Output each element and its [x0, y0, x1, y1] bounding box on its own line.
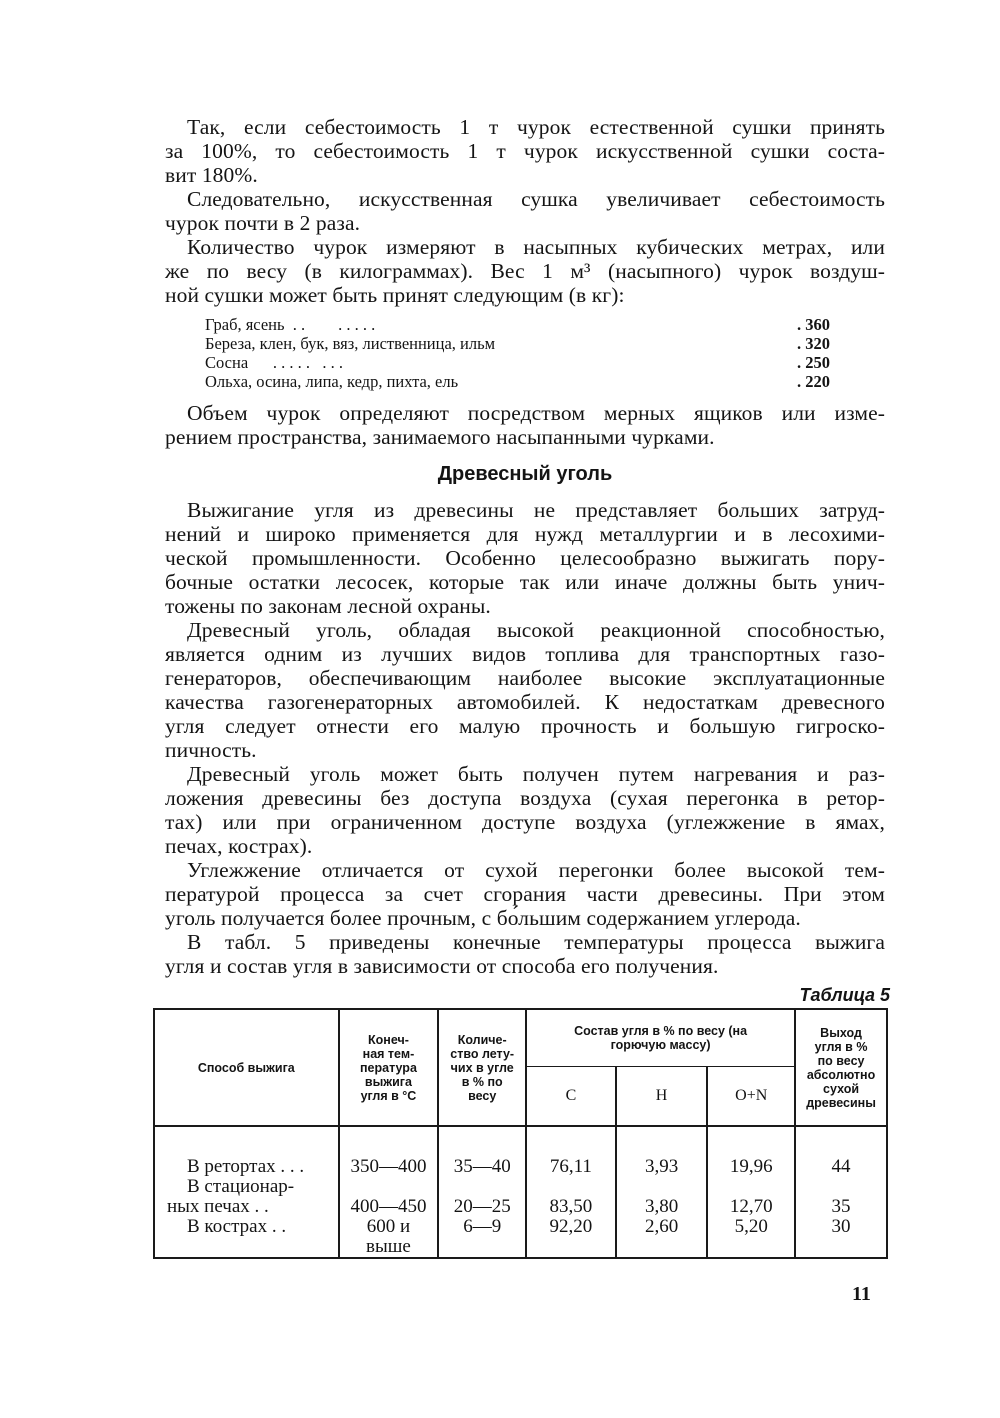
cell-h: 3,93 3,80 2,60 — [616, 1126, 708, 1258]
wood-species: Сосна . . . . . . . . — [205, 353, 344, 372]
text-line: Углежжение отличается от сухой перегонки более высокой тем- — [187, 858, 885, 882]
list-item — [205, 353, 830, 372]
text-line: пературой процесса за счет сгорания части древесины. При этом — [165, 882, 885, 906]
header-c: C — [526, 1066, 616, 1126]
cell-c: 76,11 83,50 92,20 — [526, 1126, 616, 1258]
wood-species: Ольха, осина, липа, кедр, пихта, ель — [205, 372, 459, 391]
table-row — [154, 1126, 887, 1258]
table-caption: Таблица 5 — [799, 985, 890, 1005]
text-line: нений и широко применяется для нужд металлургии и в лесохими- — [165, 522, 885, 546]
wood-weight-value: . 320 — [797, 334, 830, 353]
text-line: угля следует отнести его малую прочность и большую гигроско- — [165, 714, 885, 738]
text-line: пичность. — [165, 738, 257, 762]
text-line: Количество чурок измеряют в насыпных кубических метрах, или — [187, 235, 885, 259]
text-line: В табл. 5 приведены конечные температуры процесса выжига — [187, 930, 885, 954]
text-line: Так, если себестоимость 1 т чурок естественной сушки принять — [187, 115, 885, 139]
text-line: тожены по законам лесной охраны. — [165, 594, 491, 618]
text-line: уголь получается более прочным, с бо́льшим содержанием углерода. — [165, 906, 801, 930]
list-item — [205, 372, 830, 391]
text-line: Древесный уголь, обладая высокой реакционной способностью, — [187, 618, 885, 642]
header-h: H — [616, 1066, 708, 1126]
wood-weight-value: . 250 — [797, 353, 830, 372]
header-method: Способ выжига — [154, 1009, 339, 1126]
header-volatile: Количе- ство лету- чих в угле в % по весу — [438, 1009, 526, 1126]
wood-weight-value: . 220 — [797, 372, 830, 391]
text-line: за 100%, то себестоимость 1 т чурок искусственной сушки соста- — [165, 139, 885, 163]
text-line: тах) или при ограниченном доступе воздуха (углежжение в ямах, — [165, 810, 885, 834]
wood-weight-list — [205, 315, 830, 391]
text-line: Объем чурок определяют посредством мерных ящиков или изме- — [187, 401, 885, 425]
list-item — [205, 315, 830, 334]
text-line: бочные остатки лесосек, которые так или иначе должны быть унич- — [165, 570, 885, 594]
text-line: качества газогенераторных автомобилей. К недостаткам древесного — [165, 690, 885, 714]
text-line: вит 180%. — [165, 163, 258, 187]
text-line: рением пространства, занимаемого насыпанными чурками. — [165, 425, 715, 449]
cell-on: 19,96 12,70 5,20 — [707, 1126, 795, 1258]
text-line: Следовательно, искусственная сушка увеличивает себестоимость — [187, 187, 885, 211]
header-on: O+N — [707, 1066, 795, 1126]
wood-species: Граб, ясень . . . . . . . — [205, 315, 376, 334]
page-number: 11 — [852, 1283, 871, 1305]
text-line: Древесный уголь может быть получен путем нагревания и раз- — [187, 762, 885, 786]
wood-species: Береза, клен, бук, вяз, лиственница, ильм — [205, 334, 496, 353]
text-line: является одним из лучших видов топлива для транспортных газо- — [165, 642, 885, 666]
charcoal-table — [153, 1008, 888, 1259]
text-line: же по весу (в килограммах). Вес 1 м³ (насыпного) чурок воздуш- — [165, 259, 885, 283]
header-yield: Выход угля в % по весу абсолютно сухой древесины — [795, 1009, 887, 1126]
cell-yield: 44 35 30 — [795, 1126, 887, 1258]
text-line: ческой промышленности. Особенно целесообразно выжигать пору- — [165, 546, 885, 570]
text-line: печах, кострах). — [165, 834, 313, 858]
text-line: Выжигание угля из древесины не представляет больших затруд- — [187, 498, 885, 522]
header-composition: Состав угля в % по весу (на горючую массу) — [526, 1009, 795, 1066]
cell-volatile: 35—40 20—25 6—9 — [438, 1126, 526, 1258]
section-heading: Древесный уголь — [437, 463, 613, 485]
text-line: ной сушки может быть принят следующим (в кг): — [165, 283, 625, 307]
cell-temperature: 350—400 400—450 600 и выше — [339, 1126, 439, 1258]
text-line: ложения древесины без доступа воздуха (сухая перегонка в ретор- — [165, 786, 885, 810]
cell-method: В ретортах . . . В стационар- ных печах . . В кострах . . — [154, 1126, 339, 1258]
wood-weight-value: . 360 — [797, 315, 830, 334]
text-line: угля и состав угля в зависимости от способа его получения. — [165, 954, 719, 978]
text-line: чурок почти в 2 раза. — [165, 211, 361, 235]
text-line: генераторов, обеспечивающим наиболее высокие эксплуатационные — [165, 666, 885, 690]
list-item — [205, 334, 830, 353]
header-temperature: Конеч- ная тем- пература выжига угля в °C — [339, 1009, 439, 1126]
